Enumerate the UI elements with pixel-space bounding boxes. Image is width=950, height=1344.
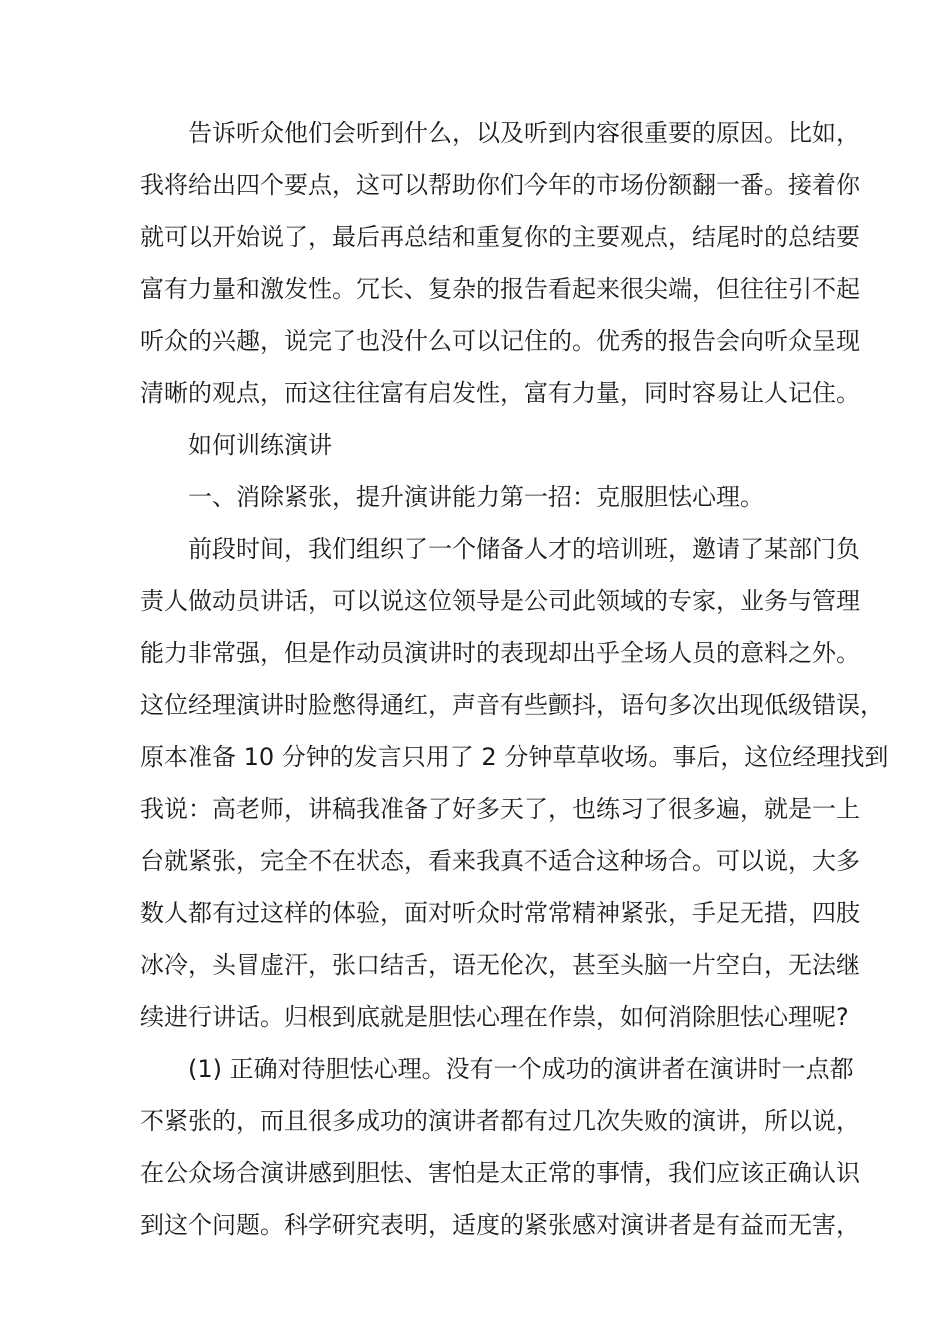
text-line: 数人都有过这样的体验，面对听众时常常精神紧张，手足无措，四肢 (140, 899, 860, 927)
text-line: 富有力量和激发性。冗长、复杂的报告看起来很尖端，但往往引不起 (140, 275, 860, 303)
list-item: (1) 正确对待胆怯心理。没有一个成功的演讲者在演讲时一点都 (188, 1055, 854, 1083)
text-line: 前段时间，我们组织了一个储备人才的培训班，邀请了某部门负 (188, 535, 860, 563)
text-line: 台就紧张，完全不在状态，看来我真不适合这种场合。可以说，大多 (140, 847, 860, 875)
text-line: 告诉听众他们会听到什么，以及听到内容很重要的原因。比如， (188, 119, 860, 147)
text-line: 这位经理演讲时脸憋得通红，声音有些颤抖，语句多次出现低级错误， (140, 691, 884, 719)
text-line: 续进行讲话。归根到底就是胆怯心理在作祟，如何消除胆怯心理呢? (140, 1003, 849, 1031)
text-line: 冰冷，头冒虚汗，张口结舌，语无伦次，甚至头脑一片空白，无法继 (140, 951, 860, 979)
text-line: 原本准备 10 分钟的发言只用了 2 分钟草草收场。事后，这位经理找到 (140, 743, 889, 771)
section-heading: 如何训练演讲 (188, 431, 332, 459)
text-line: 就可以开始说了，最后再总结和重复你的主要观点，结尾时的总结要 (140, 223, 860, 251)
text-line: 我将给出四个要点，这可以帮助你们今年的市场份额翻一番。接着你 (140, 171, 860, 199)
text-line: 能力非常强，但是作动员演讲时的表现却出乎全场人员的意料之外。 (140, 639, 860, 667)
text-line: 听众的兴趣，说完了也没什么可以记住的。优秀的报告会向听众呈现 (140, 327, 860, 355)
text-line: 责人做动员讲话，可以说这位领导是公司此领域的专家，业务与管理 (140, 587, 860, 615)
text-line: 不紧张的，而且很多成功的演讲者都有过几次失败的演讲，所以说， (140, 1107, 860, 1135)
text-line: 到这个问题。科学研究表明，适度的紧张感对演讲者是有益而无害， (140, 1211, 860, 1239)
text-line: 在公众场合演讲感到胆怯、害怕是太正常的事情，我们应该正确认识 (140, 1159, 860, 1187)
text-line: 我说：高老师，讲稿我准备了好多天了，也练习了很多遍，就是一上 (140, 795, 860, 823)
text-line: 清晰的观点，而这往往富有启发性，富有力量，同时容易让人记住。 (140, 379, 860, 407)
subsection-heading: 一、消除紧张，提升演讲能力第一招：克服胆怯心理。 (188, 483, 764, 511)
